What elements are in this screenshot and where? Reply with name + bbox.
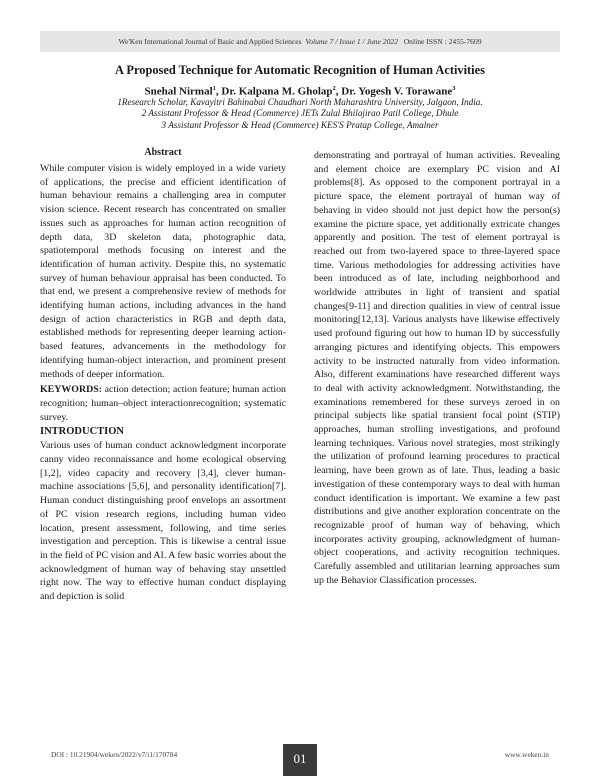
keywords-text: action detection; action feature; human action recognition; human–object interactionrecognition; systematic survey. — [40, 384, 286, 423]
abstract-text: While computer vision is widely employed in a wide variety of applications, the precise and efficient identification of human behaviour remains a challenging area in computer vision science. Recent research has concentrated on smaller issues such as approaches for human action recognition of depth data, 3D skeleton data, photographic data, spatiotemporal methods focusing on interest and the identification of human activity. Despite this, no systematic survey of human behaviour appraisal has been conducted. To that end, we present a comprehensive review of methods for identifying human actions, including advances in the hand design of action characteristics in RGB and depth data, established methods for representing deeper learning action-based features, advancements in the methodology for identifying human-object interaction, and prominent present methods of deeper information. — [40, 163, 286, 380]
page-number: 01 — [283, 744, 317, 776]
affiliation-line: 1Research Scholar, Kavayitri Bahinabai Chaudhari North Maharashtra University, Jalgaon, India. — [117, 97, 483, 107]
journal-volume: Volume 7 / Issue 1 / June 2022 — [305, 37, 398, 46]
author-list: Snehal Nirmal$^1$, Dr. Kalpana M. Gholap$^2$, Dr. Yogesh V. Torawane$^3$ — [144, 85, 456, 98]
journal-header-bar — [40, 31, 560, 52]
journal-name: We'Ken International Journal of Basic and Applied Sciences — [118, 37, 302, 46]
author-sup: 1 — [212, 85, 216, 92]
journal-issn: Online ISSN : 2455-7609 — [403, 37, 482, 46]
left-column — [40, 146, 286, 604]
introduction-text: Various uses of human conduct acknowledgment incorporate canny video reconnaissance and home ecological observing [1,2], video capacity and recovery [3,4], clever human-machine associations [5,6], and personality identification[7]. Human conduct distinguishing proof envelops an assortment of PC vision research regions, including human video location, present assessment, following, and time series investigation and perception. This is likewise a central issue in the field of PC vision and AI. A few basic worries about the acknowledgment of human way of behaving stay unsettled right now. The way to effective human conduct displaying and depiction is solid — [40, 440, 286, 603]
introduction-heading: INTRODUCTION — [40, 426, 125, 438]
author-name: Snehal Nirmal — [144, 85, 213, 98]
abstract-heading: Abstract — [144, 147, 182, 158]
right-column-text: demonstrating and portrayal of human activities. Revealing and element choice are exemplary PC vision and AI problems[8]. As opposed to the component portrayal in a picture space, the element portrayal of human way of behaving in video should not just depict how the person(s) examine the picture space, yet additionally extricate changes apparently and position. The test of element portrayal is reached out from two-layered space to three-layered space time. Various methodologies for addressing activities have been introduced as of late, including neighborhood and worldwide attributes in light of transient and spatial changes[9-11] and direction qualities in view of central issue monitoring[12,13]. Various analysts have likewise effectively used profound figuring out how to human ID by successfully arranging pictures and identifying objects. This empowers activity to be instructed naturally from video information. Also, different examinations have researched different ways to deal with activity acknowledgment. Notwithstanding, the examinations remembered for these surveys zeroed in on principal subjects like spatial transient focal point (STIP) approaches, human strolling investigations, and profound learning techniques. Various novel strategies, most strikingly the utilization of profound learning procedures to practical learning, have been grown as of late. Thus, leading a basic investigation of these contemporary ways to deal with human conduct identification is important. We examine a few past distributions and give another exploration concentrate on the recognizable proof of human way of behaving, which incorporates activity grouping, acknowledgment of human-object cooperations, and activity recognition techniques. Carefully assembled and utilitarian learning approaches sum up the Behavior Classification processes. — [314, 150, 560, 586]
author-sup: 3 — [452, 85, 456, 92]
keywords-paragraph — [40, 383, 286, 424]
author-name: Dr. Kalpana M. Gholap — [221, 85, 333, 98]
affiliations — [40, 97, 560, 131]
keywords-label: KEYWORDS: — [40, 384, 102, 396]
affiliation-line: 3 Assistant Professor & Head (Commerce) KES'S Pratap College, Amalner — [161, 119, 439, 130]
affiliation-line: 2 Assistant Professor & Head (Commerce) JETs Zulal Bhilajirao Patil College, Dhule — [141, 108, 459, 119]
doi: DOI : 10.21904/weken/2022/v7/i1/170784 — [51, 750, 178, 759]
paper-title: A Proposed Technique for Automatic Recognition of Human Activities — [115, 63, 485, 77]
website-link[interactable]: www.weken.in — [504, 750, 549, 759]
author-sup: 2 — [332, 85, 336, 92]
author-name: Dr. Yogesh V. Torawane — [341, 85, 453, 98]
right-column — [314, 149, 560, 588]
